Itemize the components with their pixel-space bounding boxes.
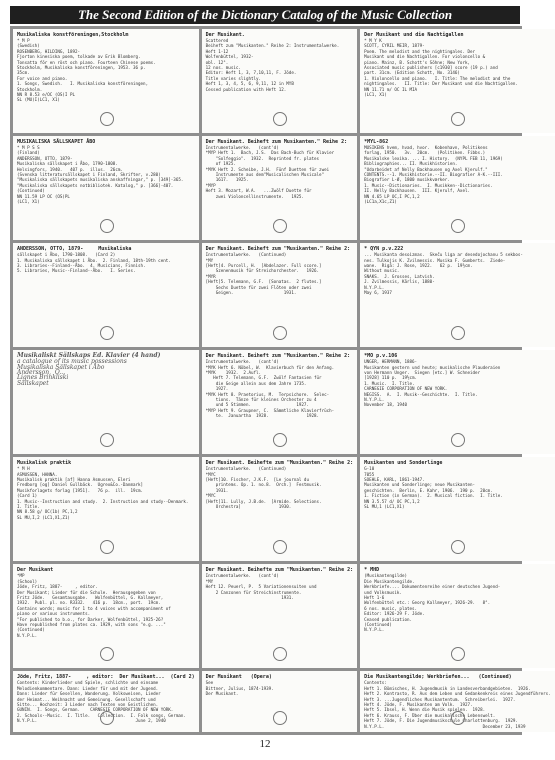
catalog-card xyxy=(202,564,358,668)
card-punch-hole xyxy=(273,711,287,725)
card-line: nes. Tulkojis K. Zvilmessis. Musika F. Gumberts. Ziede- xyxy=(364,257,506,263)
card-line: November 18, 1940 xyxy=(364,402,407,408)
card-line: Stockholm. xyxy=(17,86,43,92)
card-line: May 6, 1937 xyxy=(364,289,392,295)
card-line: (Svenska litteratursällskapet i Finland, Skrifter, v.280) xyxy=(17,172,161,178)
card-line: I. Title. xyxy=(17,504,40,510)
card-line: CARNEGIE CORPORATION OF NEW YORK. xyxy=(364,386,448,392)
card-line: forlag, 1950. 3v. 20cm. (Politiken. Fibbs.) xyxy=(364,150,486,156)
card-punch-hole xyxy=(451,647,465,661)
card-line: Helsingfors, 1940. 407 p. illus. 26cm. xyxy=(17,166,123,172)
card-line: Geigen. 1931. xyxy=(205,289,297,295)
card-line: Der Musikant. Beiheft zum "Musikanten." Reihe 2: xyxy=(205,353,351,360)
card-line: 1931. xyxy=(205,487,229,493)
card-punch-hole xyxy=(273,433,287,447)
card-line: Musikalske lexika. ... I. History. (NYPL FEB 11, 1969) xyxy=(364,155,503,161)
card-line: Instrumentalwerke. (cont'd) xyxy=(205,145,279,151)
card-line: * M P S S xyxy=(17,145,40,151)
card-line: (Finland) xyxy=(17,150,40,156)
card-punch-hole xyxy=(451,540,465,554)
card-line: 7055 xyxy=(364,471,375,477)
card-line: 1931. xyxy=(205,594,294,600)
card-line: *MYK 1932. 2.Aufl. xyxy=(205,369,262,375)
card-line: * M P xyxy=(17,38,30,43)
card-line: SL MU,1 (LC1,X1) xyxy=(364,504,405,510)
card-line: *MYP Heft 1. Bach, J.S. Das Bach-Buch für Klavier xyxy=(205,150,335,156)
card-line: For voice and piano. xyxy=(17,75,68,81)
card-line: Contains words; music for 1 to 4 voices with accompaniment of xyxy=(17,605,171,611)
card-line: N.Y.P.L. xyxy=(364,284,385,290)
catalog-card xyxy=(360,29,555,133)
card-line: Musikaliska Sällskapet i Åbo xyxy=(17,363,105,371)
card-line: 1927. xyxy=(205,386,229,392)
card-line: Musikaliska sällskapet i Åbo, 1790-1808. xyxy=(17,161,118,167)
card-line: 2 Canzonen für Streichinstrumente. xyxy=(205,589,302,595)
card-line: und Volksmusik. xyxy=(364,589,402,595)
card-line: Instrumentalwerke. (Continued) xyxy=(205,252,287,258)
catalog-card xyxy=(202,671,358,732)
card-line: MUSIKENS hvem, hvad, hvor. Kobenhavn, Politikens xyxy=(364,145,488,151)
card-line: Instrumentalwerke. (Continued) xyxy=(205,466,287,472)
card-line: Heft 3. Mozart, W.A. ...Zwölf Duette für xyxy=(205,188,312,194)
card-line: Cessed publication with Heft 12. xyxy=(205,86,287,92)
card-line: 1. Music--Dictionaries. I. Musikken--Dictionaries. xyxy=(364,182,493,188)
card-line: Der Musikant. Beiheft zum "Musikanten." Reihe 2: xyxy=(205,246,351,253)
card-line: Sechs Duette für zwei Flöten oder zwei xyxy=(205,284,312,290)
card-line: 1. Songs, Swedish. I. Musikaliska konstföreningen, xyxy=(17,81,149,87)
catalog-card xyxy=(202,243,358,347)
catalog-card xyxy=(360,457,555,561)
card-punch-hole xyxy=(273,326,287,340)
card-line: ... Musikanta desoizmas. Skeču liga ar desedojochanu 5 sekbos- xyxy=(364,252,523,258)
card-line: nightingales. II. Title: Der Musikant und die Nachtigallen. xyxy=(364,81,518,87)
card-punch-hole xyxy=(100,219,114,233)
card-line: NN 11.59 LP OC (OS)PL xyxy=(17,193,70,199)
card-line: Der Musikant. Beiheft zum Musikanten." Reihe 2: xyxy=(205,139,348,146)
card-line: Without music. xyxy=(364,268,400,274)
catalog-card xyxy=(360,243,555,347)
card-line: Editor: 1926-29 F. Jöde. xyxy=(364,611,425,617)
card-punch-hole xyxy=(273,647,287,661)
card-line: (Card 1) xyxy=(17,493,38,499)
card-line: (Continued) xyxy=(17,627,45,633)
card-line: Poem. The melodist and the nightingales. Der xyxy=(364,48,476,54)
card-line: G-10 xyxy=(364,466,375,472)
card-line: SOEHLE, KARL, 1861-1947. xyxy=(364,477,425,483)
card-line: Der Musikant (Opera) xyxy=(205,674,272,681)
card-line: "Udarbeidet af Nelly Backhausen og Axel Kjerulf." xyxy=(364,166,488,172)
card-line: NEGISS. A. I. Musik--Geschichte. I. Title. xyxy=(364,391,478,397)
card-line: piano or various instruments. xyxy=(17,611,91,617)
card-line: NN 3.5.57 d/ OC PC,1,2 xyxy=(364,498,420,504)
catalog-card xyxy=(202,457,358,561)
card-line: 1. Violoncello and piano. I. Title: The melodist and the xyxy=(364,75,511,81)
card-line: und 5 Stimmen. 1927. xyxy=(205,402,309,408)
card-line: Der Musikant. xyxy=(205,32,245,38)
card-line: *MYC xyxy=(205,493,216,499)
card-line: Musikant und die Nachtigallen. For violoncello & xyxy=(364,54,486,60)
card-line: Fjorton kinesiska poem, tolkade av Erik Blomberg. xyxy=(17,54,141,60)
card-line: piano. Mainz, B. Schott's Söhne; New York, xyxy=(364,59,471,65)
catalog-card xyxy=(202,29,358,133)
catalog-card xyxy=(360,671,555,732)
card-line: Title varies slightly. xyxy=(205,75,262,81)
card-line: N.Y.P.L. December 23, 1939 xyxy=(364,723,526,729)
card-line: *MYR xyxy=(205,273,216,279)
card-line: Sitte... Hochzeit: 3 Lieder nach Texten von Geistlichen. xyxy=(17,701,159,707)
card-line: * QYN p.v.222 xyxy=(364,246,404,253)
card-line: obl. 12°. xyxy=(205,59,229,65)
card-line: *MYL-862 xyxy=(364,139,389,146)
card-line: 1. Music. I. Title. xyxy=(364,380,415,386)
card-line: 1617. 1925. xyxy=(205,177,249,183)
card-line: Heft 1, 3, 4, 5, 6, 9,11, 12 in MYB xyxy=(205,81,294,87)
card-line: * MHD xyxy=(364,567,380,574)
card-line: *MYK Heft 2. Scheibe, J.H. Fünf Duetten für zwei xyxy=(205,166,330,172)
card-line: Heft 4. Jöde, F. Musikanten am Volk. 1927. xyxy=(364,701,473,707)
card-line: Tonsatta för en röst och piano. Fourteen Chinese poems. xyxy=(17,59,156,65)
catalog-card-grid xyxy=(10,26,551,735)
card-punch-hole xyxy=(100,711,114,725)
card-line: Heft 1-6 xyxy=(364,594,385,600)
card-punch-hole xyxy=(100,647,114,661)
card-line: *MY xyxy=(205,257,214,263)
card-line: (LC1, X1) xyxy=(17,199,40,205)
card-line: II. Nelly Backhausen. III. Kjerulf, Axel. xyxy=(364,188,471,194)
card-line: zwei Violoncellinstrumente. 1925. xyxy=(205,193,304,199)
catalog-card xyxy=(13,350,199,454)
card-line: *MYK Heft 6. Nöbel, W. Klavierbuch für den Anfang. xyxy=(205,364,335,370)
card-line: CONTENTS.--1. Musikhistorie.--II. Biografier A-K.--III. xyxy=(364,172,503,178)
catalog-card xyxy=(13,671,199,732)
page-header: The Second Edition of the Dictionary Catalog of the Music Collection xyxy=(10,6,520,24)
card-line: [1928] 110 p. 19½cm. xyxy=(364,375,418,381)
card-line: "Musikaliska sällskapets musikaliska anskaffningar," p. [349]-365. xyxy=(17,177,184,183)
card-line: *MYC xyxy=(205,471,216,477)
card-line: Szenenmusik für Streichorchester. 1926. xyxy=(205,268,320,274)
card-line: NN R 8.53 e/OC (OS)I PL xyxy=(17,92,75,98)
card-line: Contents: Kinderlieder und Spiele, schlichte und einsame xyxy=(17,680,159,686)
card-line: Fritz Jöde. Gesamtausgabe. Wolfenbüttel, G. Kallmeyer, xyxy=(17,594,164,600)
card-punch-hole xyxy=(273,112,287,126)
card-line: geschichten. Berlin, E. Kahr, 1906. 190 p. 20cm. xyxy=(364,487,493,493)
card-line: Wolfenbüttel etc.: Georg Kallmeyer, 1926-29. 8°. xyxy=(364,600,491,606)
catalog-card xyxy=(13,29,199,133)
card-line: (Continued) xyxy=(364,621,392,627)
card-line: UNGER, HERMANN, 1886- xyxy=(364,359,418,365)
card-line: Der Musikant xyxy=(17,567,54,574)
card-line: "For published to b.o., for Darker, Wolfenbüttel, 1925-26? xyxy=(17,616,164,622)
card-line: Heft 12. Peuerl, P. 5 Variationensuiten und xyxy=(205,584,317,590)
card-line: Heft 5. Ibsel, H. Wenn die Musik spielen. 1928. xyxy=(364,707,486,713)
card-line: Melodienkommentare. Dann: Lieder für und mit der Jugend. xyxy=(17,685,159,691)
card-line: Heft 3. ...Jugendliches Musikantentum. Schreiberlei. 1927. xyxy=(364,696,516,702)
card-line: (School) xyxy=(17,578,38,584)
catalog-card xyxy=(13,564,199,668)
card-line: Wolfenbüttel, 1932- xyxy=(205,54,254,60)
card-line: *MYP Heft 9. Graupner, C. Sämmtliche Klavierfrüch- xyxy=(205,407,335,413)
card-line: 1. Music--Instruction and study. 2. Instruction and study--Denmark. xyxy=(17,498,189,504)
card-line: Musikanten gestern und heute; musikalische Plauderaien xyxy=(364,364,501,370)
card-line: [Heft]10. Fischer, J.K.F. [Le journal du xyxy=(205,477,309,483)
card-line: Bittner, Julius, 1874-1939. xyxy=(205,685,274,691)
catalog-card xyxy=(360,136,555,240)
card-line: (LC1a,X1c,Z1) xyxy=(364,199,397,205)
card-line: Der Musikant. Beihefte zum "Musikanten." Reihe 2: xyxy=(205,567,354,574)
card-line: Associated music publishers [c1930] score (19 p.) and xyxy=(364,65,498,71)
card-line: "Solfeggio". 1932. Reprinted fr. plates xyxy=(205,155,320,161)
card-punch-hole xyxy=(451,219,465,233)
card-line: Musikanten und Sonderlinge; neue Musikanten- xyxy=(364,482,476,488)
card-line: NN 8.58 g/ OC(1b) PC,1,2 xyxy=(17,509,78,515)
catalog-card xyxy=(202,136,358,240)
card-line: N.Y.P.L. June 2, 1940 xyxy=(17,718,166,724)
card-line: of 1925. xyxy=(205,161,236,167)
catalog-card xyxy=(360,350,555,454)
card-line: Instrumentalwerke. (cont'd) xyxy=(205,359,279,365)
card-line: sällskapet i Åbo, 1790-1808. (Card 2) xyxy=(17,252,116,258)
card-line: Heft 7. Telemann, G.F. Zwölf Fantasien für xyxy=(205,375,322,381)
card-line: Instrumentalwerke. (cont'd) xyxy=(205,573,279,579)
card-line: Heft 1. Bömisches, H. Jugendmusik in Landesverbandgebieten. 1926. xyxy=(364,685,531,691)
card-line: Der Musikant. Beihefte zum "Musikanten." Reihe 2: xyxy=(205,460,354,467)
card-punch-hole xyxy=(451,112,465,126)
card-line: NN 11.71 m/ OC IL MIA xyxy=(364,86,418,92)
card-punch-hole xyxy=(100,433,114,447)
card-line: ROSENBERG, HILDING, 1892- xyxy=(17,48,81,54)
card-line: 1. Fiction (in German). 2. Musical fiction. I. Title. xyxy=(364,493,503,499)
card-line: N.Y.P.L. xyxy=(364,627,385,633)
card-line: SL (MU)I(LC1, X1) xyxy=(17,97,60,103)
card-line: Werkbriefe.... Dokumentenreihe einer deutschen Jugend- xyxy=(364,584,501,590)
card-line: (LC1, X1) xyxy=(364,92,387,98)
card-line: Have republished from plates ca. 1929, with sons "e.g. ..." xyxy=(17,621,166,627)
card-line: *MYP xyxy=(205,182,216,188)
card-line: Musikanten und Sonderlinge xyxy=(364,460,443,467)
card-line: 1932. Publ. pl. no. R3332. 416 p. 18cm., port. 19cm. xyxy=(17,600,161,606)
card-line: part. 31cm. (Edition Schott, No. 3146) xyxy=(364,70,460,76)
card-line: SNAKS. J. Grosses, Latvish. xyxy=(364,273,435,279)
card-line: SL MU,I,2 (LC1,X1,Z1) xyxy=(17,514,70,520)
card-line: SCOTT, CYRIL MEIR, 1879- xyxy=(364,43,425,49)
card-punch-hole xyxy=(451,326,465,340)
card-line: Heft 1-12 xyxy=(205,48,229,54)
card-line: Die Musikantengilde. xyxy=(364,578,415,584)
card-line: Heft 7. Jöde, F. Die Jugendmusikschule Charlottenburg. 1929. xyxy=(364,718,518,724)
card-line: MUSIKALISKA SÄLLSKAPET ÅBO xyxy=(17,139,96,146)
card-line: von Hermann Unger. Siegen [etc.] W. Schneider xyxy=(364,369,481,375)
catalog-card xyxy=(13,136,199,240)
card-line: Der Musikant und die Nachtigallen xyxy=(364,32,464,38)
card-line: Bibliographies... II. Musikhistorien. xyxy=(364,161,458,167)
card-line: (Continued) xyxy=(17,188,45,194)
card-punch-hole xyxy=(273,540,287,554)
card-line: Orchestra] 1930. xyxy=(205,504,292,510)
card-line: Dann: Lieder für Gesellen, Wanderung. Volksweisen, Lieder xyxy=(17,691,161,697)
card-line: 1. Musikaliska sällskapet i Åbo. 2. Finland, 18th-19th cent. xyxy=(17,257,171,263)
catalog-card xyxy=(202,350,358,454)
card-punch-hole xyxy=(100,112,114,126)
card-line: Scattered xyxy=(205,38,229,43)
card-line: Der Musikant. xyxy=(205,691,239,697)
card-line: * M Y K xyxy=(364,38,382,43)
card-line: Musikalisk praktik [af] Hanna Asmussen, Eleri xyxy=(17,477,131,483)
page-number: 12 xyxy=(259,738,271,750)
card-line: N.Y.P.L. xyxy=(364,397,385,402)
card-punch-hole xyxy=(273,219,287,233)
card-line: wane. Rigā: J. Rose, 1922. 62 p. 19½cm. xyxy=(364,262,473,268)
card-line: Der Musikant; Lieder für die Schule. Herausgegeben von xyxy=(17,589,156,595)
card-line: * M H xyxy=(17,466,30,472)
card-line: 5. Libraries, Music--Finland--Åbo. I. Series. xyxy=(17,268,136,274)
card-line: Lignes Brinkliski xyxy=(17,374,69,382)
card-line: N.Y.P.L. xyxy=(17,632,38,638)
card-line: die Geige allein aus dem Jahre 1735. xyxy=(205,380,307,386)
card-line: *MP xyxy=(17,573,25,579)
card-punch-hole xyxy=(100,540,114,554)
card-line: Heft 6. Krauss, F. Über die musikalische Lebenswelt. xyxy=(364,712,496,718)
card-line: Biografier L-Ø, 1800 musikkværker. xyxy=(364,177,450,183)
card-line: 12 nos. music. xyxy=(205,65,241,71)
card-line: *MYK Heft 8. Praetorius, M. Terpsichore. Selec- xyxy=(205,391,330,397)
card-line: J. Zvilmessis, Kārlis, 1880- xyxy=(364,279,435,285)
catalog-card xyxy=(13,243,199,347)
card-line: 35cm. xyxy=(17,70,30,76)
card-line: "Musikaliska sällskapets notbibliotek. Katalog," p. [366]-407. xyxy=(17,182,174,188)
card-line: 3. Libraries--Finland--Åbo. 4. Musicians, Finnish. xyxy=(17,262,146,268)
card-line: [Heft]5. Telemann, G.F. [Sonatas. 2 flutes.] xyxy=(205,279,322,285)
card-line: Musikalisk praktik xyxy=(17,460,72,467)
card-punch-hole xyxy=(100,326,114,340)
card-line: printems. Op. 1. no.8. Orch.] Festmusik. xyxy=(205,482,322,488)
catalog-card xyxy=(13,457,199,561)
card-line: NN 4.65 LP OC,I PC,1,2 xyxy=(364,193,420,199)
card-line: te. Januartha 1928. 1928. xyxy=(205,413,320,419)
card-line: Jöde, Fritz, 1887- , editor. xyxy=(17,584,98,590)
card-line: tions. Tänze für kleines Orchester zu 4 xyxy=(205,397,317,402)
card-line: Die Musikantengilde; Werkbriefen... (Continued) xyxy=(364,674,512,681)
card-punch-hole xyxy=(451,433,465,447)
card-line: Sällskapet xyxy=(17,379,49,387)
card-line: Jöde, Fritz, 1887- , editor: Der Musikant... (Card 2) xyxy=(17,674,195,681)
catalog-card xyxy=(360,564,555,668)
card-line: Musikaliska konstföreningen,Stockholm xyxy=(17,32,129,38)
card-line: Fredborg [og] Daniel Gullbäck. Ugrex&Co.-Danmark] xyxy=(17,482,144,488)
card-line: (Swedish) xyxy=(17,43,40,49)
card-line: Contents: xyxy=(364,680,387,686)
card-line: (Musikantengilde) xyxy=(364,573,407,579)
card-line: Instrumente aus dem"Musicalischen Musicale" xyxy=(205,172,325,178)
card-line: ANDERSSON, OTTO, 1879- xyxy=(17,155,73,161)
card-line: a catalogue of its music possessions xyxy=(17,358,127,366)
card-line: GUNIN. I. Songs, German. CARNEGIE CORPORATION OF NEW YORK. xyxy=(17,707,174,713)
card-line: Editor: Heft 1, 3, 7,10,11, F. Jöde. xyxy=(205,70,297,76)
card-line: der Heimat... Weihnacht und Gemeinung. Gesellschaft und xyxy=(17,696,156,702)
card-line: 6 nos. music, plates. xyxy=(364,605,418,611)
card-line: ASMUSSEN, HANNA. xyxy=(17,471,58,477)
card-line: Ceased publication. xyxy=(364,616,413,622)
card-line: Heft 2. Kontrasto, R. Aus dem Leben und Gedankenkreis eines Jugendführers. xyxy=(364,691,551,697)
card-line: Beiheft zum "Musikanten." Reihe 2: Instrumentalwerke. xyxy=(205,43,340,49)
card-line: ANDERSSON, OTTO, 1879- Musikaliska xyxy=(17,246,132,253)
card-line: *MO p.v.106 xyxy=(364,353,398,360)
card-line: [Heft]4. Purcell, H. [Abdelazer. Full score.] xyxy=(205,262,322,268)
card-line: Andersson, O... xyxy=(17,368,66,376)
card-line: *MY xyxy=(205,578,214,584)
card-line: Musikforlagets forlag [1951]. 76 p. ill. 19cm. xyxy=(17,487,144,493)
card-line: 2. Schools--Music. I. Title. Collection. I. Folk songs, German. xyxy=(17,712,186,718)
card-line: Stockholm, Musikaliska konstföreningen, 1953. 36 p. xyxy=(17,65,146,71)
card-line: See xyxy=(205,680,214,686)
card-line: Musikaliskt Sällskaps Ed. Klavier (4 hand) xyxy=(17,352,161,360)
card-line: [Heft]11. Lully, J.B.de. [Armide. Selections. xyxy=(205,498,322,504)
